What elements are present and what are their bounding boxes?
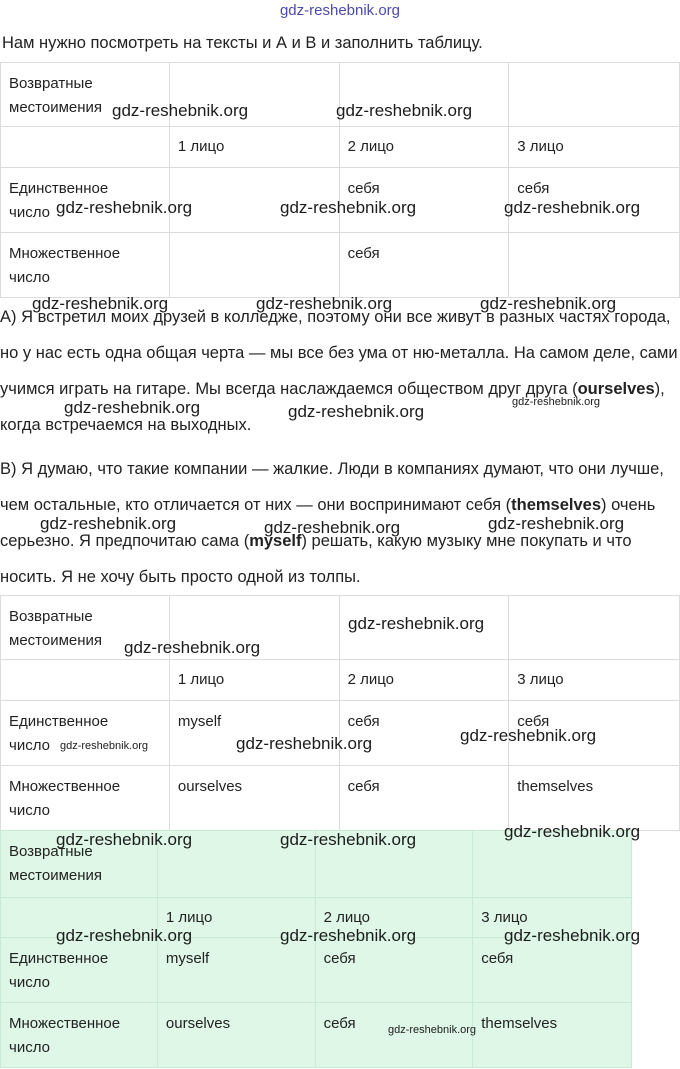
watermark: gdz-reshebnik.org: [504, 198, 641, 217]
watermark: gdz-reshebnik.org: [124, 638, 261, 657]
watermark: gdz-reshebnik.org: [64, 398, 201, 417]
col-header-2: 2 лицо: [339, 660, 509, 701]
watermark: gdz-reshebnik.org: [504, 822, 641, 841]
cell-plural-1: ourselves: [169, 766, 339, 831]
watermark: gdz-reshebnik.org: [460, 726, 597, 745]
watermark: gdz-reshebnik.org: [488, 514, 625, 533]
watermark: gdz-reshebnik.org: [388, 1024, 477, 1036]
cell-singular-2: себя: [339, 168, 509, 233]
watermark: gdz-reshebnik.org: [56, 198, 193, 217]
cell-plural-3: themselves: [509, 766, 680, 831]
row-header-plural: Множественное число: [1, 233, 170, 298]
table-title-cell: Возвратные местоимения: [1, 831, 158, 898]
table-title-cell: Возвратные местоимения: [1, 63, 170, 127]
col-header-1: 1 лицо: [169, 660, 339, 701]
bold-themselves: themselves: [511, 496, 602, 514]
watermark: gdz-reshebnik.org: [280, 198, 417, 217]
watermark: gdz-reshebnik.org: [280, 926, 417, 945]
row-header-plural: Множественное число: [1, 766, 170, 831]
cell-singular-1: [169, 168, 339, 233]
col-header-3: 3 лицо: [509, 660, 680, 701]
watermark: gdz-reshebnik.org: [336, 101, 473, 120]
cell-singular-1: myself: [157, 938, 315, 1003]
watermark: gdz-reshebnik.org: [40, 514, 177, 533]
col-header-3: 3 лицо: [473, 898, 632, 938]
col-header-2: 2 лицо: [315, 898, 473, 938]
cell-singular-3: себя: [509, 701, 680, 766]
site-header[interactable]: gdz-reshebnik.org: [279, 2, 401, 19]
col-header-2: 2 лицо: [339, 127, 509, 168]
paragraph-a: А) Я встретил моих друзей в колледже, поэтому они все живут в разных частях города, но у нас есть одна общая черта — мы все без ума от ню-металла. На самом деле, сами учимся играть на гитаре. Мы всегда наслаждаемся обществом друг друга (ourselves), когда встречаемся на выходных.: [0, 308, 678, 434]
cell-singular-3: себя: [473, 938, 632, 1003]
cell-plural-1: [169, 233, 339, 298]
cell-singular-3: себя: [509, 168, 680, 233]
watermark: gdz-reshebnik.org: [480, 294, 617, 313]
bold-myself: myself: [249, 532, 302, 550]
cell-plural-1: ourselves: [157, 1003, 315, 1068]
col-header-1: 1 лицо: [169, 127, 339, 168]
watermark: gdz-reshebnik.org: [512, 396, 601, 408]
cell-plural-3: themselves: [473, 1003, 632, 1068]
paragraph-b: В) Я думаю, что такие компании — жалкие. Люди в компаниях думают, что они лучше, чем остальные, кто отличается от них — они воспринимают себя (themselves) очень серьезно. Я предпочитаю сама (myself) решать, какую музыку мне покупать и что носить. Я не хочу быть просто одной из толпы.: [0, 460, 664, 586]
cell-singular-1: myself: [169, 701, 339, 766]
bold-ourselves: ourselves: [577, 380, 655, 398]
watermark: gdz-reshebnik.org: [32, 294, 169, 313]
watermark: gdz-reshebnik.org: [264, 518, 401, 537]
intro-text: Нам нужно посмотреть на тексты и А и В и заполнить таблицу.: [2, 34, 483, 52]
cell-singular-2: себя: [339, 701, 509, 766]
cell-plural-3: [509, 233, 680, 298]
col-header-3: 3 лицо: [509, 127, 680, 168]
cell-singular-2: себя: [315, 938, 473, 1003]
table-title-cell: Возвратные местоимения: [1, 596, 170, 660]
row-header-plural: Множественное число: [1, 1003, 158, 1068]
row-header-singular: Единственное число: [1, 938, 158, 1003]
watermark: gdz-reshebnik.org: [236, 734, 373, 753]
pronoun-table-empty: [0, 62, 680, 298]
col-header-1: 1 лицо: [157, 898, 315, 938]
row-header-singular: Единственное число: [1, 701, 170, 766]
watermark: gdz-reshebnik.org: [280, 830, 417, 849]
watermark: gdz-reshebnik.org: [56, 830, 193, 849]
watermark: gdz-reshebnik.org: [256, 294, 393, 313]
watermark: gdz-reshebnik.org: [288, 402, 425, 421]
pronoun-table-highlighted: [0, 830, 632, 1068]
watermark: gdz-reshebnik.org: [504, 926, 641, 945]
cell-plural-2: себя: [315, 1003, 473, 1068]
watermark: gdz-reshebnik.org: [56, 926, 193, 945]
watermark: gdz-reshebnik.org: [348, 614, 485, 633]
row-header-singular: Единственное число: [1, 168, 170, 233]
pronoun-table-filled: [0, 595, 680, 831]
watermark: gdz-reshebnik.org: [60, 740, 149, 752]
cell-plural-2: себя: [339, 233, 509, 298]
watermark: gdz-reshebnik.org: [112, 101, 249, 120]
cell-plural-2: себя: [339, 766, 509, 831]
